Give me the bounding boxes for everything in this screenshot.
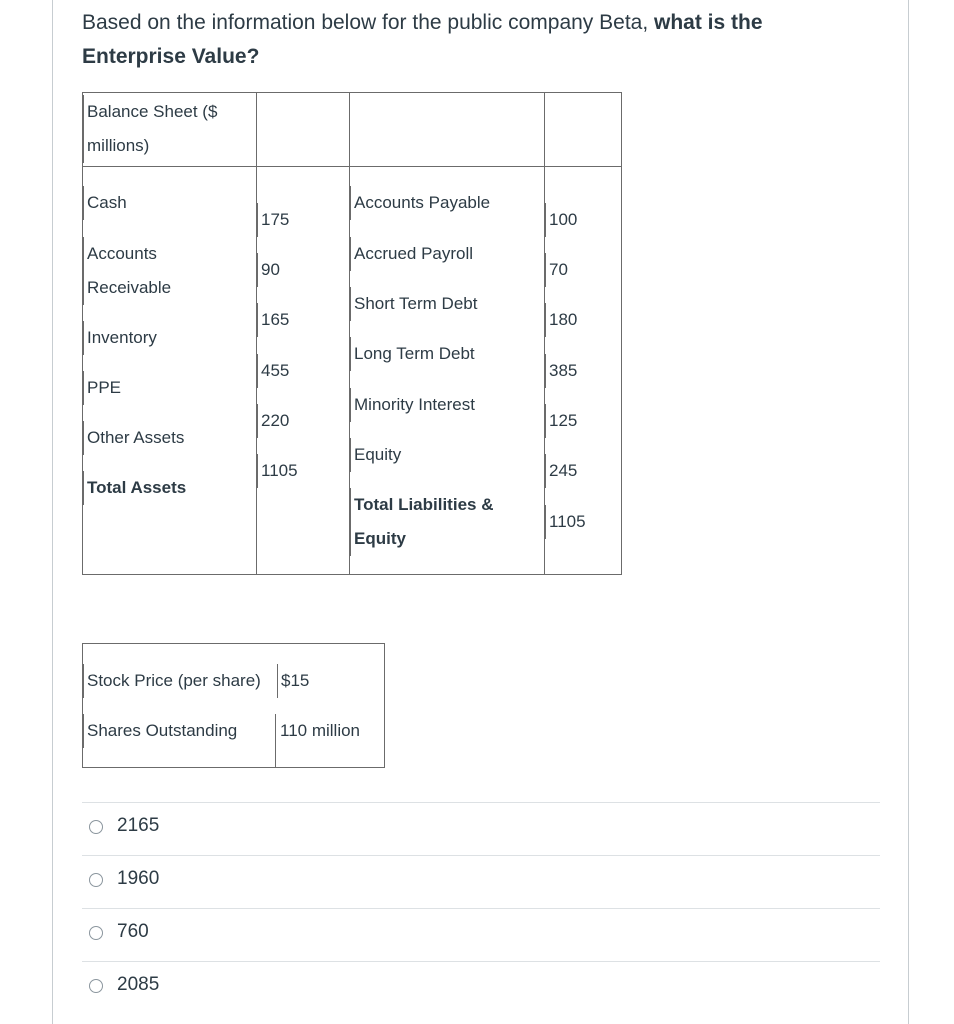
liability-label-total-liabilities-equity	[350, 488, 493, 556]
asset-value-cash: 175	[257, 203, 289, 237]
liability-value-total-liabilities-equity: 1105	[545, 505, 586, 539]
liability-label-line: Total Liabilities &	[354, 495, 494, 514]
table-divider	[275, 714, 276, 768]
liability-label-accounts-payable: Accounts Payable	[350, 186, 490, 220]
question-text-plain: Based on the information below for the public company Beta,	[82, 11, 655, 34]
shares-outstanding-value: 110 million	[280, 721, 361, 740]
radio-button[interactable]	[89, 979, 103, 993]
radio-button[interactable]	[89, 820, 103, 834]
market-data-border	[82, 643, 385, 768]
liability-value-short-term-debt: 180	[545, 303, 577, 337]
balance-sheet-header	[83, 95, 217, 163]
option-label[interactable]: 1960	[117, 868, 160, 889]
liability-value-minority-interest: 125	[545, 404, 577, 438]
balance-sheet-header-line1: Balance Sheet ($	[87, 102, 218, 121]
table-divider	[82, 166, 622, 167]
liability-value-long-term-debt: 385	[545, 354, 577, 388]
asset-label-total-assets: Total Assets	[83, 471, 186, 505]
asset-value-total-assets: 1105	[257, 454, 298, 488]
balance-sheet-header-line2: millions)	[87, 136, 150, 155]
asset-label-cash: Cash	[83, 186, 127, 220]
option-label[interactable]: 2165	[117, 815, 160, 836]
answer-option[interactable]	[82, 909, 880, 961]
liability-label-long-term-debt: Long Term Debt	[350, 337, 475, 371]
answer-option[interactable]	[82, 962, 880, 1014]
liability-label-accrued-payroll: Accrued Payroll	[350, 237, 473, 271]
liability-label-line: Equity	[354, 529, 406, 548]
asset-value-accounts-receivable: 90	[257, 253, 280, 287]
option-label[interactable]: 2085	[117, 974, 160, 995]
content-frame-right-border	[908, 0, 909, 1024]
asset-value-inventory: 165	[257, 303, 289, 337]
stock-price-value: $15	[277, 664, 309, 698]
shares-outstanding-label: Shares Outstanding	[83, 714, 237, 748]
radio-button[interactable]	[89, 873, 103, 887]
liability-label-short-term-debt: Short Term Debt	[350, 287, 477, 321]
asset-value-other-assets: 220	[257, 404, 289, 438]
content-frame-left-border	[52, 0, 53, 1024]
liability-value-accrued-payroll: 70	[545, 253, 568, 287]
asset-label-inventory: Inventory	[83, 321, 157, 355]
liability-label-minority-interest: Minority Interest	[350, 388, 475, 422]
liability-value-equity: 245	[545, 454, 577, 488]
answer-option[interactable]	[82, 856, 880, 908]
asset-label-line: Accounts	[87, 244, 157, 263]
answer-option[interactable]	[82, 803, 880, 855]
question-text-bold: what is the Enterprise Value?	[82, 11, 763, 68]
liability-value-accounts-payable: 100	[545, 203, 577, 237]
radio-button[interactable]	[89, 926, 103, 940]
option-label[interactable]: 760	[117, 921, 149, 942]
asset-label-line: Receivable	[87, 278, 172, 297]
question-text	[82, 6, 842, 74]
asset-value-ppe: 455	[257, 354, 289, 388]
asset-label-accounts-receivable	[83, 237, 171, 305]
asset-label-other-assets: Other Assets	[83, 421, 184, 455]
asset-label-ppe: PPE	[83, 371, 121, 405]
stock-price-label: Stock Price (per share)	[83, 664, 261, 698]
liability-label-equity: Equity	[350, 438, 401, 472]
